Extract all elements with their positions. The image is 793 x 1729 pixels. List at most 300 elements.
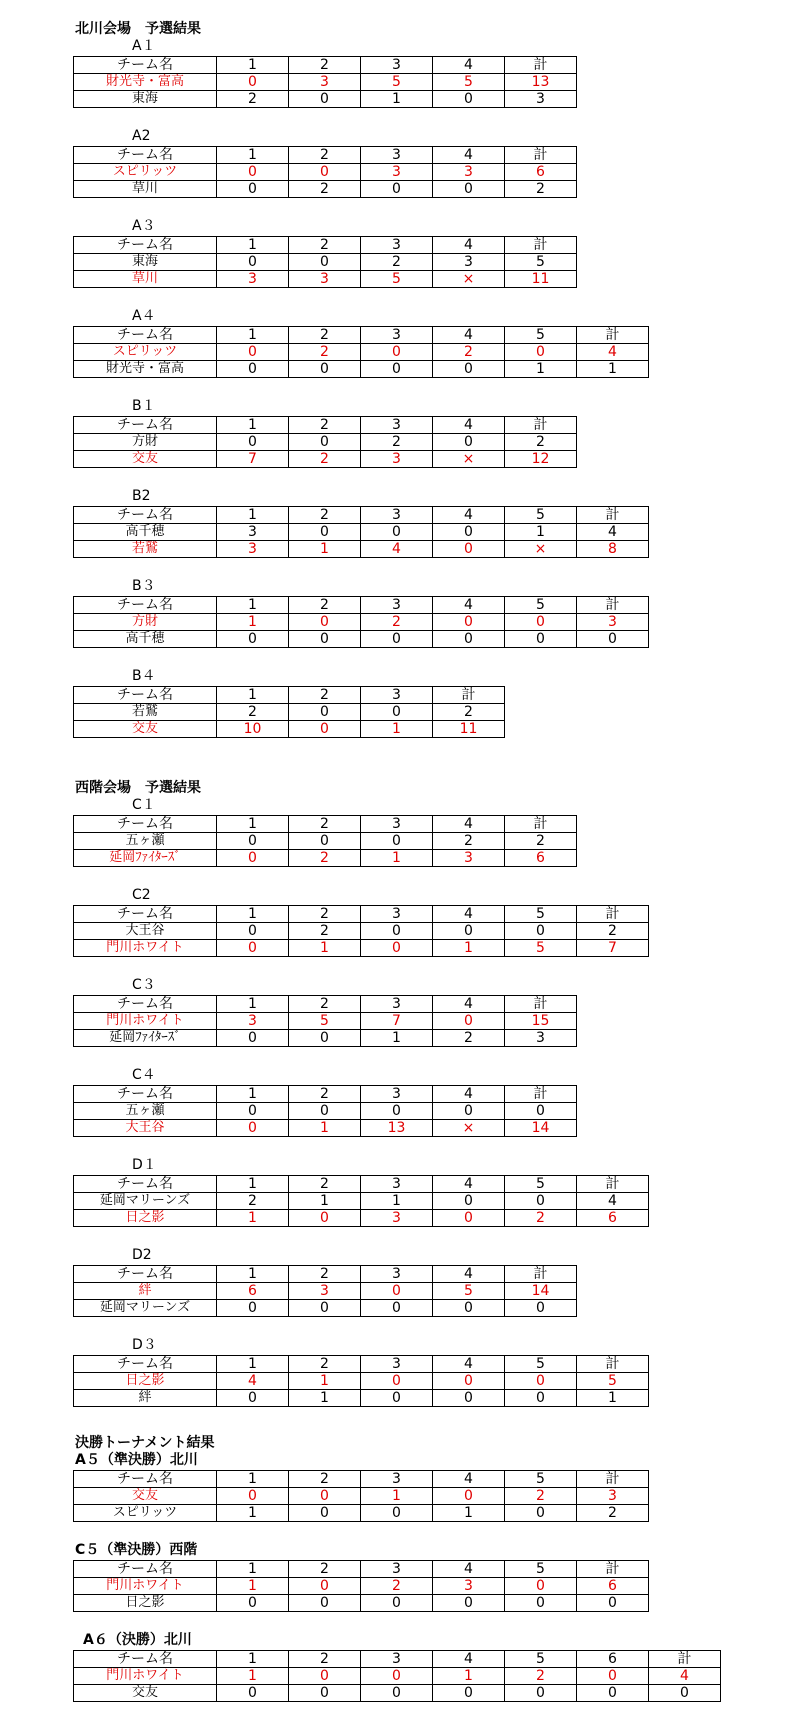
score-cell: 1 bbox=[217, 1505, 289, 1522]
table-row bbox=[74, 1103, 577, 1120]
score-cell: 0 bbox=[505, 1193, 577, 1210]
table-row bbox=[74, 451, 577, 468]
group-label-b4: B４ bbox=[132, 668, 156, 684]
column-header: 1 bbox=[217, 417, 289, 434]
column-header: 1 bbox=[217, 327, 289, 344]
column-header: 3 bbox=[361, 507, 433, 524]
score-cell: 0 bbox=[361, 923, 433, 940]
table-row bbox=[74, 361, 649, 378]
table-header-row bbox=[74, 57, 577, 74]
table-header-row bbox=[74, 1561, 649, 1578]
score-cell: 0 bbox=[217, 631, 289, 648]
column-header: 3 bbox=[361, 147, 433, 164]
column-header: 5 bbox=[505, 507, 577, 524]
score-cell: 1 bbox=[505, 361, 577, 378]
team-name: 方財 bbox=[74, 434, 217, 451]
column-header: 2 bbox=[289, 417, 361, 434]
score-cell: 2 bbox=[505, 1668, 577, 1685]
score-cell: 2 bbox=[577, 1505, 649, 1522]
column-header: 1 bbox=[217, 1561, 289, 1578]
score-table-c5 bbox=[73, 1560, 649, 1612]
column-header-team: チーム名 bbox=[74, 507, 217, 524]
team-name: 若鷲 bbox=[74, 704, 217, 721]
table-row bbox=[74, 74, 577, 91]
score-cell: 0 bbox=[505, 1595, 577, 1612]
team-name: 交友 bbox=[74, 721, 217, 738]
score-table-a4 bbox=[73, 326, 649, 378]
score-cell: 1 bbox=[577, 361, 649, 378]
group-label-a6: A６（決勝）北川 bbox=[83, 1632, 192, 1648]
team-name: 門川ホワイト bbox=[74, 1578, 217, 1595]
score-cell: 0 bbox=[289, 361, 361, 378]
table-row bbox=[74, 940, 649, 957]
column-header: 4 bbox=[433, 1356, 505, 1373]
team-name: 方財 bbox=[74, 614, 217, 631]
score-cell: 1 bbox=[361, 1030, 433, 1047]
score-cell: 1 bbox=[217, 1668, 289, 1685]
score-cell: 3 bbox=[361, 451, 433, 468]
score-cell: 2 bbox=[217, 91, 289, 108]
team-name: 門川ホワイト bbox=[74, 1668, 217, 1685]
column-header: 1 bbox=[217, 906, 289, 923]
table-row bbox=[74, 631, 649, 648]
score-cell: 0 bbox=[649, 1685, 721, 1702]
score-cell: 1 bbox=[217, 614, 289, 631]
table-header-row bbox=[74, 687, 505, 704]
column-header: 2 bbox=[289, 996, 361, 1013]
score-cell: 0 bbox=[217, 74, 289, 91]
score-cell: 2 bbox=[433, 704, 505, 721]
column-header: 4 bbox=[433, 597, 505, 614]
table-header-row bbox=[74, 1356, 649, 1373]
score-cell: 0 bbox=[361, 1505, 433, 1522]
column-header: 5 bbox=[505, 1651, 577, 1668]
score-table-a5 bbox=[73, 1470, 649, 1522]
column-header: 3 bbox=[361, 597, 433, 614]
column-header: 4 bbox=[433, 906, 505, 923]
score-cell: 0 bbox=[289, 164, 361, 181]
score-cell: 1 bbox=[289, 940, 361, 957]
table-row bbox=[74, 1488, 649, 1505]
table-row bbox=[74, 181, 577, 198]
team-name: 交友 bbox=[74, 1685, 217, 1702]
score-table-b3 bbox=[73, 596, 649, 648]
table-row bbox=[74, 271, 577, 288]
column-header: 1 bbox=[217, 57, 289, 74]
score-cell: 0 bbox=[433, 361, 505, 378]
score-cell: 0 bbox=[361, 1668, 433, 1685]
group-label-b1: B１ bbox=[132, 398, 156, 414]
table-row bbox=[74, 91, 577, 108]
column-header: 3 bbox=[361, 57, 433, 74]
column-header: 3 bbox=[361, 417, 433, 434]
score-cell: 7 bbox=[217, 451, 289, 468]
column-header: 計 bbox=[505, 996, 577, 1013]
column-header: 2 bbox=[289, 1086, 361, 1103]
score-cell: 0 bbox=[217, 1103, 289, 1120]
score-cell: 2 bbox=[289, 181, 361, 198]
score-cell: 0 bbox=[289, 91, 361, 108]
column-header: 1 bbox=[217, 1176, 289, 1193]
score-cell: 0 bbox=[505, 1578, 577, 1595]
score-cell: 0 bbox=[289, 524, 361, 541]
table-row bbox=[74, 704, 505, 721]
team-name: 高千穂 bbox=[74, 631, 217, 648]
team-name: スピリッツ bbox=[74, 1505, 217, 1522]
score-cell: 0 bbox=[217, 833, 289, 850]
score-cell: 3 bbox=[505, 1030, 577, 1047]
score-cell: 0 bbox=[361, 361, 433, 378]
score-cell: 5 bbox=[289, 1013, 361, 1030]
score-cell: 0 bbox=[361, 1373, 433, 1390]
score-cell: 0 bbox=[217, 164, 289, 181]
score-cell: 0 bbox=[361, 1103, 433, 1120]
group-label-b3: B３ bbox=[132, 578, 156, 594]
column-header: 5 bbox=[505, 1176, 577, 1193]
score-cell: 0 bbox=[289, 254, 361, 271]
table-row bbox=[74, 164, 577, 181]
table-row bbox=[74, 1595, 649, 1612]
score-cell: 3 bbox=[433, 1578, 505, 1595]
column-header: 3 bbox=[361, 1561, 433, 1578]
column-header: 5 bbox=[505, 1561, 577, 1578]
column-header: 4 bbox=[433, 237, 505, 254]
team-name: 延岡ﾌｧｲﾀｰｽﾞ bbox=[74, 850, 217, 867]
column-header: 計 bbox=[577, 507, 649, 524]
column-header: 計 bbox=[505, 237, 577, 254]
score-cell: 0 bbox=[505, 923, 577, 940]
score-cell: 0 bbox=[289, 1668, 361, 1685]
score-cell: 2 bbox=[217, 1193, 289, 1210]
group-label-a2: A2 bbox=[132, 128, 151, 144]
score-cell: 3 bbox=[361, 164, 433, 181]
section-title-tournament: 決勝トーナメント結果 bbox=[75, 1435, 215, 1451]
score-cell: 3 bbox=[577, 614, 649, 631]
score-cell: 2 bbox=[361, 254, 433, 271]
group-label-d2: D2 bbox=[132, 1247, 152, 1263]
column-header: 5 bbox=[505, 1471, 577, 1488]
group-label-a5: A５（準決勝）北川 bbox=[75, 1452, 198, 1468]
score-cell: 5 bbox=[361, 74, 433, 91]
table-row bbox=[74, 254, 577, 271]
team-name: 高千穂 bbox=[74, 524, 217, 541]
score-cell: 0 bbox=[505, 1390, 577, 1407]
score-cell: 1 bbox=[433, 1668, 505, 1685]
team-name: スピリッツ bbox=[74, 164, 217, 181]
table-row bbox=[74, 1283, 577, 1300]
column-header: 3 bbox=[361, 906, 433, 923]
column-header: 4 bbox=[433, 1176, 505, 1193]
score-cell: 0 bbox=[361, 1595, 433, 1612]
team-name: 東海 bbox=[74, 254, 217, 271]
score-cell: 6 bbox=[217, 1283, 289, 1300]
score-cell: 0 bbox=[361, 1390, 433, 1407]
column-header: 3 bbox=[361, 1266, 433, 1283]
score-cell: 2 bbox=[289, 344, 361, 361]
column-header-team: チーム名 bbox=[74, 597, 217, 614]
score-cell: 13 bbox=[505, 74, 577, 91]
score-cell: 0 bbox=[217, 923, 289, 940]
score-cell: 0 bbox=[361, 344, 433, 361]
score-cell: 11 bbox=[505, 271, 577, 288]
score-cell: 1 bbox=[289, 1390, 361, 1407]
group-label-b2: B2 bbox=[132, 488, 151, 504]
column-header: 3 bbox=[361, 816, 433, 833]
score-cell: 0 bbox=[433, 1300, 505, 1317]
score-cell: 1 bbox=[289, 1120, 361, 1137]
column-header: 3 bbox=[361, 1086, 433, 1103]
score-cell: 0 bbox=[289, 1595, 361, 1612]
score-cell: 0 bbox=[577, 1685, 649, 1702]
score-cell: 0 bbox=[505, 344, 577, 361]
group-label-c4: C４ bbox=[132, 1067, 156, 1083]
table-header-row bbox=[74, 1471, 649, 1488]
score-cell: 1 bbox=[361, 1193, 433, 1210]
score-cell: 0 bbox=[505, 1373, 577, 1390]
table-header-row bbox=[74, 1266, 577, 1283]
column-header: 2 bbox=[289, 1356, 361, 1373]
score-table-c2 bbox=[73, 905, 649, 957]
score-cell: 0 bbox=[289, 721, 361, 738]
score-cell: 1 bbox=[217, 1578, 289, 1595]
team-name: 五ヶ瀬 bbox=[74, 833, 217, 850]
score-cell: 2 bbox=[361, 1578, 433, 1595]
table-row bbox=[74, 1193, 649, 1210]
group-label-c3: C３ bbox=[132, 977, 156, 993]
team-name: 延岡マリーンズ bbox=[74, 1300, 217, 1317]
group-label-d3: D３ bbox=[132, 1337, 157, 1353]
score-cell: 0 bbox=[217, 1390, 289, 1407]
score-cell: × bbox=[433, 271, 505, 288]
score-table-b4 bbox=[73, 686, 505, 738]
team-name: 財光寺・富高 bbox=[74, 74, 217, 91]
score-cell: 2 bbox=[361, 434, 433, 451]
score-cell: 0 bbox=[433, 434, 505, 451]
column-header: 2 bbox=[289, 1651, 361, 1668]
column-header: 1 bbox=[217, 1086, 289, 1103]
score-cell: 0 bbox=[289, 1300, 361, 1317]
column-header: 計 bbox=[433, 687, 505, 704]
group-label-a4: A４ bbox=[132, 308, 156, 324]
column-header-team: チーム名 bbox=[74, 1356, 217, 1373]
score-cell: 6 bbox=[505, 850, 577, 867]
score-cell: 0 bbox=[289, 1030, 361, 1047]
table-header-row bbox=[74, 147, 577, 164]
score-cell: 3 bbox=[361, 1210, 433, 1227]
score-cell: 2 bbox=[505, 1210, 577, 1227]
score-cell: 0 bbox=[289, 1505, 361, 1522]
score-cell: 4 bbox=[577, 1193, 649, 1210]
score-cell: 6 bbox=[505, 164, 577, 181]
score-cell: 1 bbox=[217, 1210, 289, 1227]
score-cell: 4 bbox=[577, 344, 649, 361]
column-header: 1 bbox=[217, 687, 289, 704]
table-header-row bbox=[74, 597, 649, 614]
section-title-kitagawa: 北川会場 予選結果 bbox=[75, 21, 201, 37]
score-cell: 11 bbox=[433, 721, 505, 738]
score-cell: 1 bbox=[577, 1390, 649, 1407]
table-header-row bbox=[74, 1086, 577, 1103]
column-header: 3 bbox=[361, 1176, 433, 1193]
table-header-row bbox=[74, 1651, 721, 1668]
score-cell: 0 bbox=[217, 1030, 289, 1047]
score-cell: 12 bbox=[505, 451, 577, 468]
score-cell: 0 bbox=[361, 631, 433, 648]
score-cell: 0 bbox=[217, 434, 289, 451]
column-header: 計 bbox=[505, 417, 577, 434]
score-cell: 3 bbox=[577, 1488, 649, 1505]
column-header-team: チーム名 bbox=[74, 417, 217, 434]
score-cell: 1 bbox=[361, 721, 433, 738]
score-cell: 1 bbox=[361, 1488, 433, 1505]
score-cell: 8 bbox=[577, 541, 649, 558]
score-cell: 0 bbox=[577, 1668, 649, 1685]
column-header: 5 bbox=[505, 1356, 577, 1373]
column-header: 2 bbox=[289, 1266, 361, 1283]
column-header: 2 bbox=[289, 1176, 361, 1193]
score-table-d2 bbox=[73, 1265, 577, 1317]
score-cell: 0 bbox=[217, 181, 289, 198]
column-header: 1 bbox=[217, 996, 289, 1013]
score-cell: 0 bbox=[433, 1103, 505, 1120]
group-label-c1: C１ bbox=[132, 797, 156, 813]
score-cell: 1 bbox=[361, 850, 433, 867]
score-cell: 14 bbox=[505, 1120, 577, 1137]
group-label-a3: A３ bbox=[132, 218, 156, 234]
column-header: 4 bbox=[433, 507, 505, 524]
column-header: 2 bbox=[289, 147, 361, 164]
score-cell: 0 bbox=[361, 704, 433, 721]
score-cell: 4 bbox=[361, 541, 433, 558]
score-cell: 0 bbox=[217, 1120, 289, 1137]
score-cell: 0 bbox=[433, 1595, 505, 1612]
score-cell: 1 bbox=[289, 1373, 361, 1390]
table-row bbox=[74, 1120, 577, 1137]
score-cell: 2 bbox=[289, 923, 361, 940]
score-cell: 5 bbox=[433, 74, 505, 91]
score-cell: 3 bbox=[433, 164, 505, 181]
score-table-d3 bbox=[73, 1355, 649, 1407]
column-header: 1 bbox=[217, 147, 289, 164]
score-cell: 0 bbox=[289, 1210, 361, 1227]
score-cell: 0 bbox=[433, 614, 505, 631]
column-header: 1 bbox=[217, 1651, 289, 1668]
score-cell: 0 bbox=[217, 940, 289, 957]
team-name: 門川ホワイト bbox=[74, 1013, 217, 1030]
score-cell: 0 bbox=[433, 1488, 505, 1505]
table-header-row bbox=[74, 327, 649, 344]
score-cell: 0 bbox=[505, 614, 577, 631]
score-cell: 0 bbox=[361, 181, 433, 198]
column-header: 計 bbox=[577, 1176, 649, 1193]
score-cell: 14 bbox=[505, 1283, 577, 1300]
column-header: 4 bbox=[433, 1651, 505, 1668]
score-cell: 0 bbox=[217, 1685, 289, 1702]
column-header: 計 bbox=[577, 906, 649, 923]
score-cell: 0 bbox=[433, 1373, 505, 1390]
table-row bbox=[74, 923, 649, 940]
score-cell: 5 bbox=[361, 271, 433, 288]
score-cell: 0 bbox=[433, 1390, 505, 1407]
score-cell: 2 bbox=[361, 614, 433, 631]
score-cell: 3 bbox=[217, 271, 289, 288]
team-name: 延岡マリーンズ bbox=[74, 1193, 217, 1210]
column-header: 2 bbox=[289, 1561, 361, 1578]
score-cell: 15 bbox=[505, 1013, 577, 1030]
column-header: 5 bbox=[505, 327, 577, 344]
column-header: 6 bbox=[577, 1651, 649, 1668]
column-header: 計 bbox=[505, 816, 577, 833]
score-cell: 2 bbox=[289, 451, 361, 468]
score-cell: 0 bbox=[505, 1505, 577, 1522]
score-cell: 2 bbox=[433, 833, 505, 850]
column-header: 1 bbox=[217, 1471, 289, 1488]
column-header: 5 bbox=[505, 597, 577, 614]
column-header: 計 bbox=[577, 1561, 649, 1578]
column-header: 4 bbox=[433, 1266, 505, 1283]
team-name: 大王谷 bbox=[74, 1120, 217, 1137]
score-cell: 3 bbox=[289, 1283, 361, 1300]
score-table-b2 bbox=[73, 506, 649, 558]
table-row bbox=[74, 1030, 577, 1047]
score-cell: 0 bbox=[433, 631, 505, 648]
column-header: 4 bbox=[433, 996, 505, 1013]
score-cell: 4 bbox=[217, 1373, 289, 1390]
score-cell: 0 bbox=[217, 1595, 289, 1612]
section-title-nishishina: 西階会場 予選結果 bbox=[75, 780, 201, 796]
column-header-team: チーム名 bbox=[74, 996, 217, 1013]
score-cell: 5 bbox=[505, 254, 577, 271]
group-label-c2: C2 bbox=[132, 887, 151, 903]
score-table-d1 bbox=[73, 1175, 649, 1227]
column-header: 1 bbox=[217, 597, 289, 614]
column-header: 1 bbox=[217, 1356, 289, 1373]
column-header: 1 bbox=[217, 816, 289, 833]
score-cell: 13 bbox=[361, 1120, 433, 1137]
column-header: 2 bbox=[289, 327, 361, 344]
column-header-team: チーム名 bbox=[74, 237, 217, 254]
column-header: 5 bbox=[505, 906, 577, 923]
score-cell: 1 bbox=[289, 541, 361, 558]
score-table-c4 bbox=[73, 1085, 577, 1137]
score-cell: × bbox=[505, 541, 577, 558]
column-header-team: チーム名 bbox=[74, 687, 217, 704]
table-row bbox=[74, 1668, 721, 1685]
score-table-b1 bbox=[73, 416, 577, 468]
score-cell: 3 bbox=[433, 254, 505, 271]
table-header-row bbox=[74, 1176, 649, 1193]
score-cell: 0 bbox=[217, 850, 289, 867]
score-cell: 0 bbox=[433, 91, 505, 108]
column-header: 3 bbox=[361, 327, 433, 344]
score-cell: 3 bbox=[505, 91, 577, 108]
team-name: 大王谷 bbox=[74, 923, 217, 940]
table-row bbox=[74, 1505, 649, 1522]
score-cell: 5 bbox=[505, 940, 577, 957]
column-header: 2 bbox=[289, 597, 361, 614]
score-cell: 4 bbox=[577, 524, 649, 541]
column-header: 3 bbox=[361, 237, 433, 254]
score-cell: 7 bbox=[361, 1013, 433, 1030]
score-cell: 3 bbox=[217, 524, 289, 541]
column-header: 3 bbox=[361, 687, 433, 704]
column-header: 1 bbox=[217, 237, 289, 254]
column-header: 3 bbox=[361, 996, 433, 1013]
score-cell: 2 bbox=[505, 1488, 577, 1505]
column-header: 2 bbox=[289, 237, 361, 254]
table-row bbox=[74, 1300, 577, 1317]
group-label-a1: A１ bbox=[132, 38, 156, 54]
